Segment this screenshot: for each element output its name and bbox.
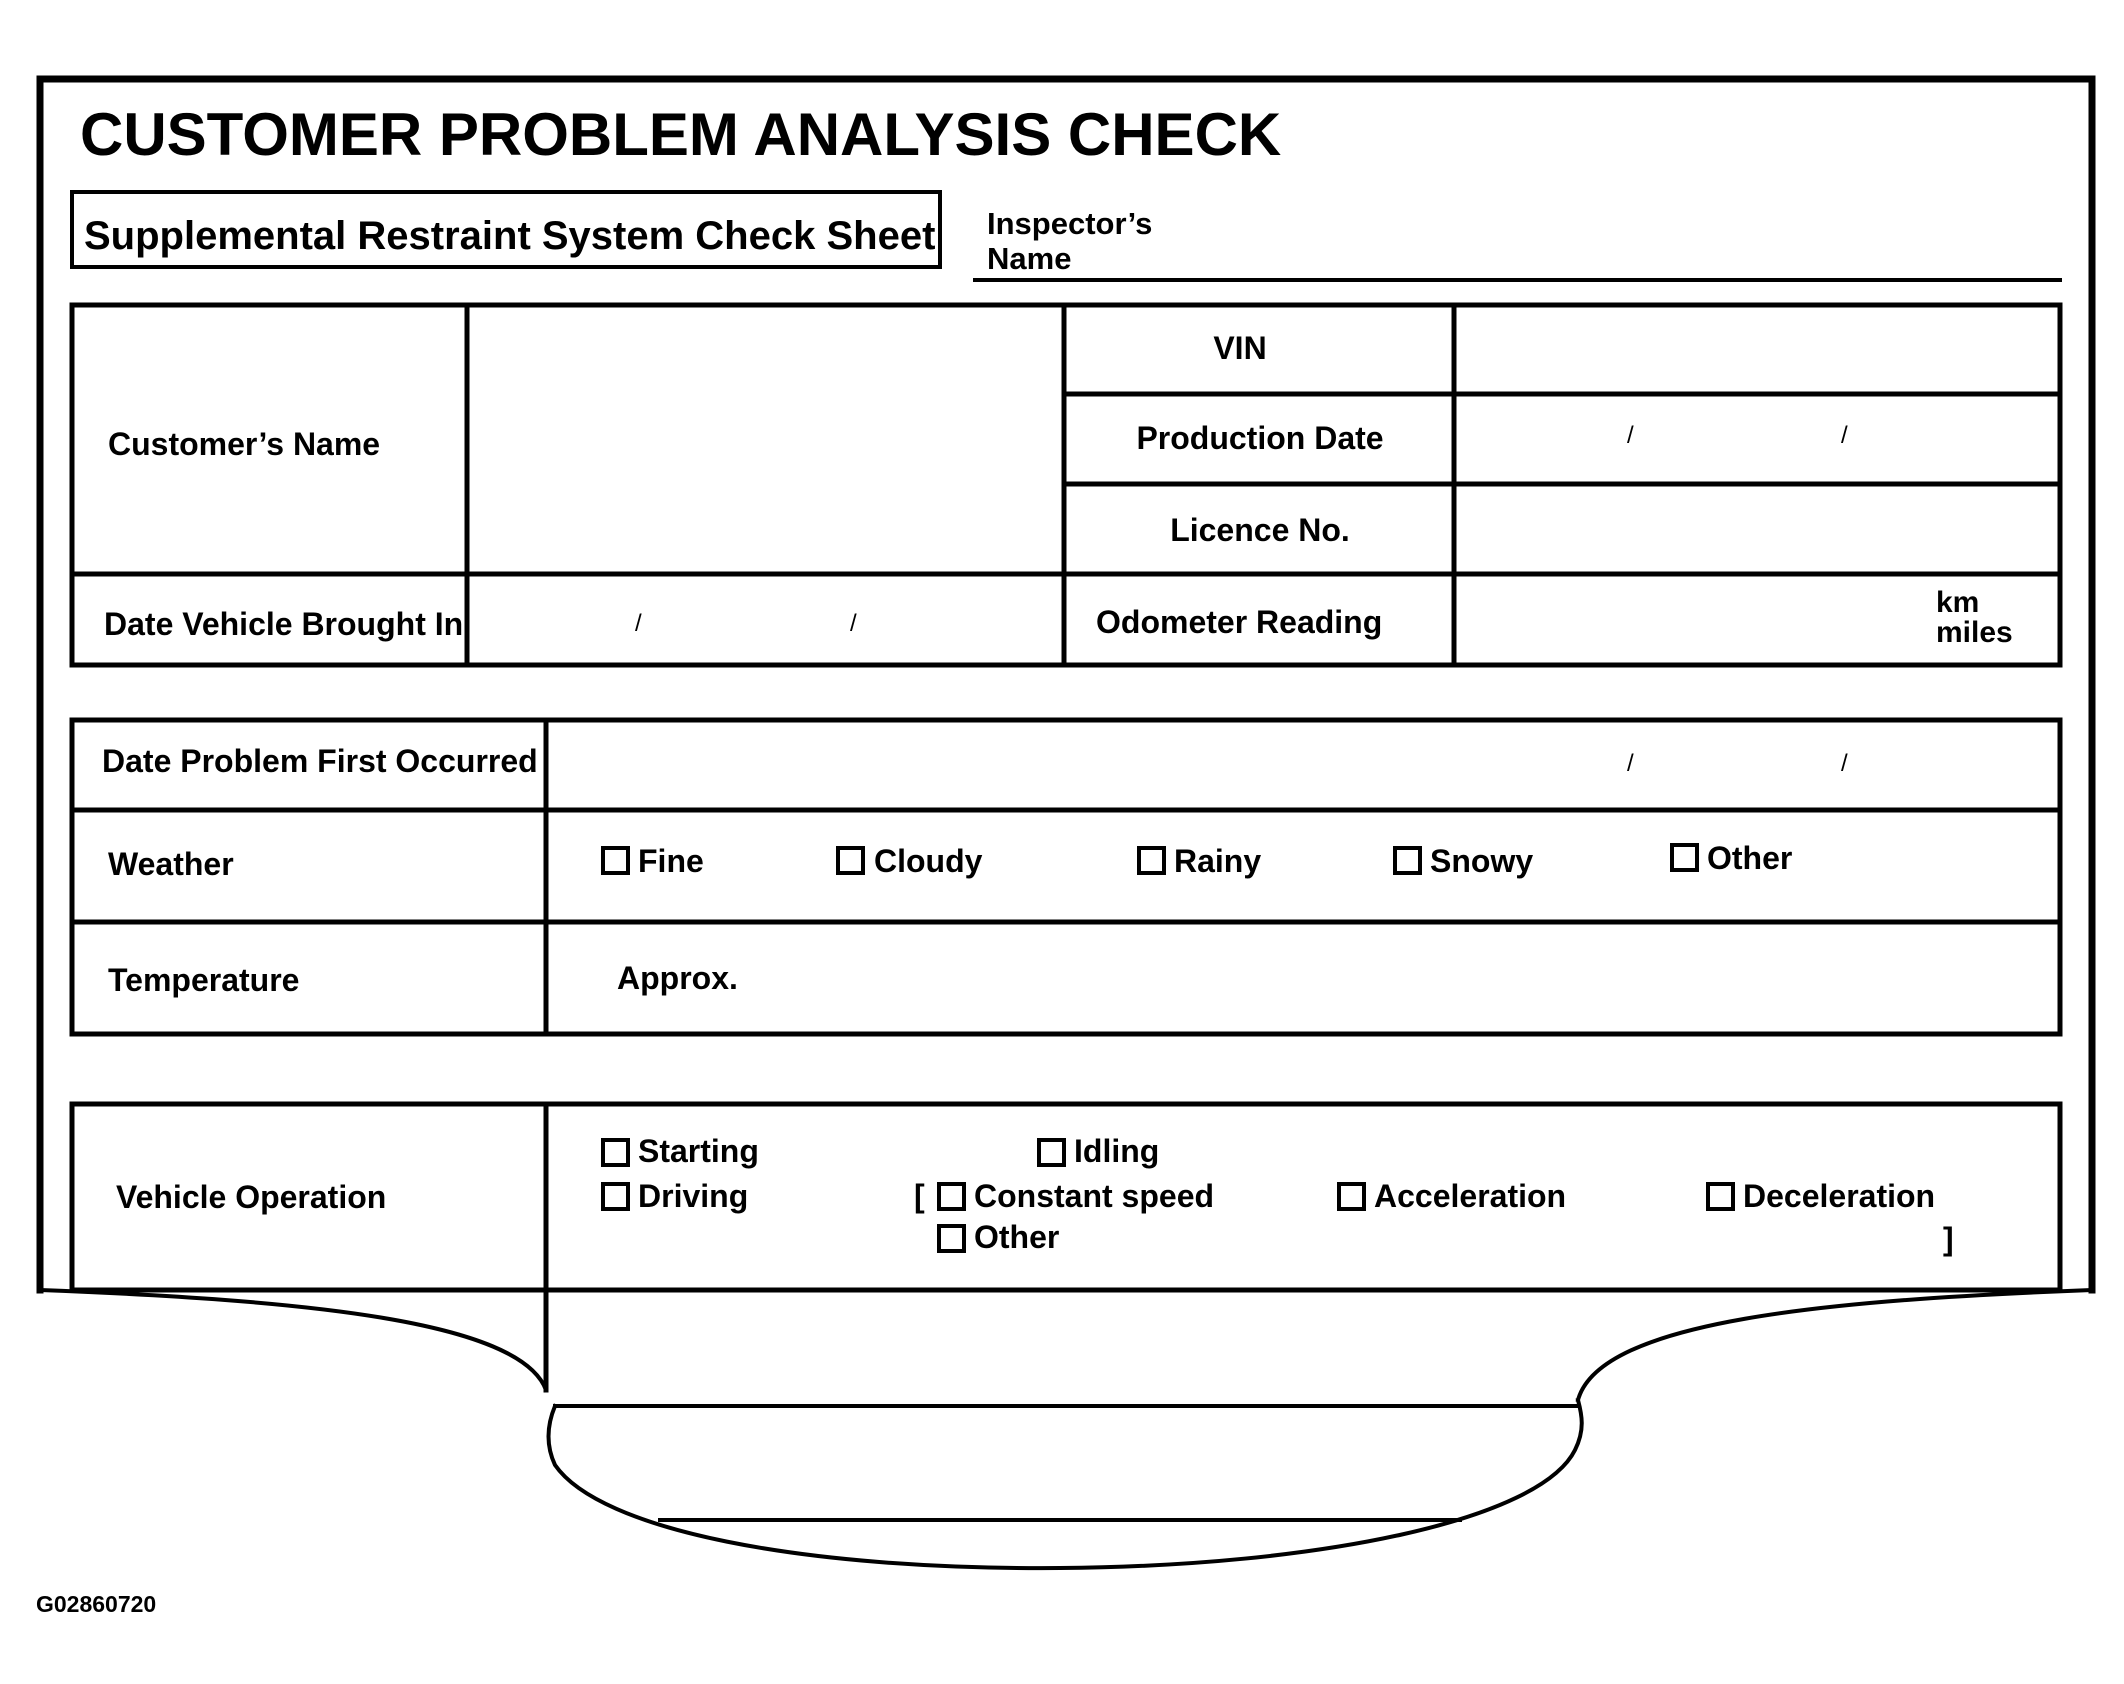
production-date-label: Production Date — [1136, 420, 1384, 456]
operation-driving-checkbox[interactable] — [601, 1182, 630, 1211]
operation-acceleration-label: Acceleration — [1374, 1178, 1567, 1214]
odometer-reading-label: Odometer Reading — [1096, 604, 1383, 640]
operation-other-checkbox[interactable] — [937, 1224, 966, 1253]
date-vehicle-brought-in-label: Date Vehicle Brought In — [104, 606, 464, 642]
operation-idling-label: Idling — [1074, 1133, 1160, 1169]
date-problem-first-occurred-label: Date Problem First Occurred — [102, 743, 538, 779]
date-problem-first-occurred-field[interactable] — [550, 723, 2056, 807]
temperature-approx-label: Approx. — [617, 960, 738, 996]
weather-cloudy-label: Cloudy — [874, 843, 983, 879]
operation-other-label: Other — [974, 1219, 1060, 1255]
operation-deceleration-checkbox[interactable] — [1706, 1182, 1735, 1211]
licence-number-label: Licence No. — [1170, 512, 1350, 548]
odometer-reading-field[interactable] — [1458, 577, 1928, 662]
operation-constant-speed-checkbox[interactable] — [937, 1182, 966, 1211]
licence-number-field[interactable] — [1458, 487, 2056, 571]
temperature-label: Temperature — [108, 962, 300, 998]
customer-name-field[interactable] — [470, 308, 1060, 571]
operation-idling-checkbox[interactable] — [1037, 1138, 1066, 1167]
production-date-field[interactable] — [1458, 397, 2056, 481]
brought-in-date-separator-2: / — [850, 610, 857, 637]
operation-starting-label: Starting — [638, 1133, 759, 1169]
operation-bracket-open: [ — [914, 1178, 925, 1214]
odometer-unit-miles: miles — [1936, 616, 2013, 649]
vehicle-operation-label: Vehicle Operation — [116, 1179, 387, 1215]
figure-id: G02860720 — [36, 1591, 157, 1617]
odometer-unit-km: km — [1936, 586, 1980, 619]
vin-field[interactable] — [1458, 308, 2056, 392]
weather-fine-checkbox[interactable] — [601, 846, 630, 875]
inspector-label-line1: Inspector’s — [987, 206, 1153, 241]
inspector-label-line2: Name — [987, 241, 1072, 276]
temperature-field[interactable] — [750, 925, 2056, 1019]
weather-rainy-label: Rainy — [1174, 843, 1262, 879]
weather-cloudy-checkbox[interactable] — [836, 846, 865, 875]
operation-constant-speed-label: Constant speed — [974, 1178, 1215, 1214]
operation-deceleration-label: Deceleration — [1743, 1178, 1936, 1214]
form-title: CUSTOMER PROBLEM ANALYSIS CHECK — [80, 101, 1282, 168]
operation-driving-label: Driving — [638, 1178, 749, 1214]
form-subtitle: Supplemental Restraint System Check Sheet — [84, 214, 936, 258]
brought-in-date-separator-1: / — [635, 610, 642, 637]
production-date-separator-2: / — [1841, 422, 1848, 449]
weather-snowy-checkbox[interactable] — [1393, 846, 1422, 875]
customer-name-label: Customer’s Name — [108, 426, 381, 462]
operation-bracket-close: ] — [1943, 1221, 1954, 1257]
production-date-separator-1: / — [1627, 422, 1634, 449]
occurred-date-separator-2: / — [1841, 750, 1848, 777]
date-vehicle-brought-in-field[interactable] — [470, 577, 1060, 662]
weather-other-label: Other — [1707, 840, 1793, 876]
operation-starting-checkbox[interactable] — [601, 1138, 630, 1167]
weather-rainy-checkbox[interactable] — [1137, 846, 1166, 875]
weather-label: Weather — [108, 846, 234, 882]
occurred-date-separator-1: / — [1627, 750, 1634, 777]
weather-snowy-label: Snowy — [1430, 843, 1534, 879]
operation-acceleration-checkbox[interactable] — [1337, 1182, 1366, 1211]
vin-label: VIN — [1213, 330, 1267, 366]
inspector-name-field[interactable] — [1190, 200, 2050, 276]
weather-other-checkbox[interactable] — [1670, 843, 1699, 872]
weather-fine-label: Fine — [638, 843, 704, 879]
